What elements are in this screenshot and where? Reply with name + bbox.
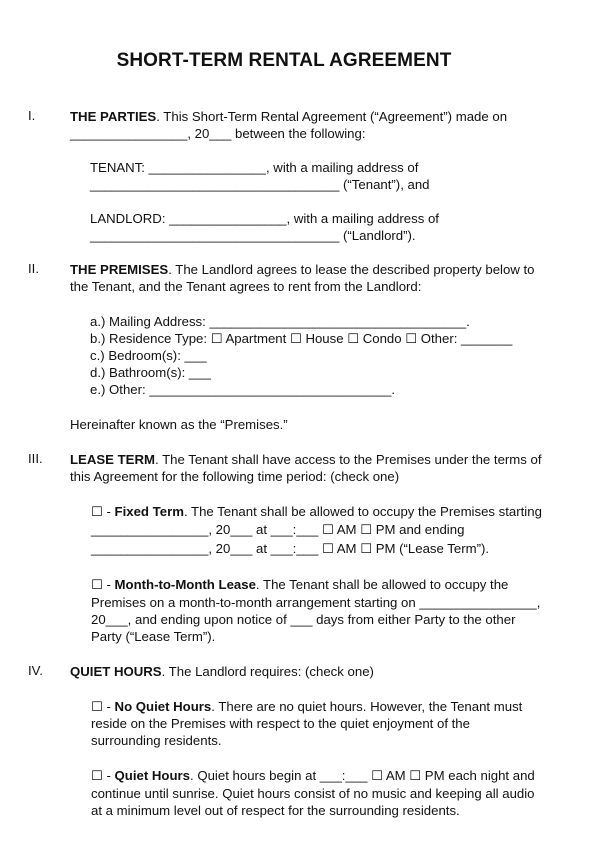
- no-quiet-hours-line-1: [91, 698, 522, 715]
- section-3-heading: LEASE TERM: [70, 452, 155, 467]
- no-quiet-hours-text-1: . There are no quiet hours. However, the Tenant must: [211, 699, 523, 714]
- section-3-line-1: [70, 451, 542, 468]
- hereinafter-text: Hereinafter known as the “Premises.”: [70, 417, 288, 432]
- section-4-heading: QUIET HOURS: [70, 664, 162, 679]
- premises-item-d: d.) Bathroom(s): ___: [90, 365, 211, 380]
- section-2-line-1: [70, 261, 535, 278]
- tenant-line-2: __________________________________ (“Tenant”), and: [90, 177, 430, 192]
- no-quiet-hours-line-2: reside on the Premises with respect to the quiet enjoyment of the: [91, 716, 470, 731]
- quiet-hours-line-1: [91, 767, 535, 784]
- quiet-hours-line-2: continue until sunrise. Quiet hours consist of no music and keeping all audio: [91, 786, 535, 801]
- section-1-line-2: ________________, 20___ between the following:: [70, 126, 366, 141]
- month-to-month-line-4: Party (“Lease Term”).: [91, 629, 216, 644]
- landlord-line-2: __________________________________ (“Landlord”).: [90, 228, 416, 243]
- month-to-month-line-1: [91, 576, 508, 593]
- premises-item-b: b.) Residence Type: ☐ Apartment ☐ House ☐ Condo ☐ Other: _______: [90, 331, 513, 346]
- quiet-hours-label: Quiet Hours: [114, 768, 191, 783]
- fixed-term-text-1: . The Tenant shall be allowed to occupy the Premises starting: [183, 504, 542, 519]
- no-quiet-hours-label: No Quiet Hours: [114, 699, 212, 714]
- section-number-1: I.: [28, 108, 36, 123]
- quiet-hours-text-1: . Quiet hours begin at ___:___ ☐ AM ☐ PM each night and: [190, 768, 535, 783]
- landlord-line-1: LANDLORD: ________________, with a mailing address of: [90, 211, 439, 226]
- month-to-month-line-2: Premises on a month-to-month arrangement starting on ________________,: [91, 595, 541, 610]
- premises-item-c: c.) Bedroom(s): ___: [90, 348, 207, 363]
- section-number-2: II.: [28, 261, 39, 276]
- fixed-term-line-2: ________________, 20___ at ___:___ ☐ AM ☐ PM and ending: [91, 522, 465, 537]
- section-4-text-1: . The Landlord requires: (check one): [161, 664, 374, 679]
- document-title: SHORT-TERM RENTAL AGREEMENT: [116, 50, 452, 71]
- premises-item-e: e.) Other: _________________________________.: [90, 382, 396, 397]
- month-to-month-label: Month-to-Month Lease: [114, 577, 256, 592]
- no-quiet-hours-line-3: surrounding residents.: [91, 733, 222, 748]
- section-number-4: IV.: [28, 663, 43, 678]
- quiet-hours-line-3: at a minimum level out of respect for the surrounding residents.: [91, 803, 460, 818]
- section-1-text-1: . This Short-Term Rental Agreement (“Agreement”) made on: [156, 109, 508, 124]
- fixed-term-line-3: ________________, 20___ at ___:___ ☐ AM ☐ PM (“Lease Term”).: [91, 541, 490, 556]
- section-4-line-1: [70, 663, 374, 680]
- section-2-text-1: . The Landlord agrees to lease the described property below to: [168, 262, 535, 277]
- section-2-line-2: the Tenant, and the Tenant agrees to rent from the Landlord:: [70, 279, 422, 294]
- section-1-heading: THE PARTIES: [70, 109, 157, 124]
- premises-item-a: a.) Mailing Address: ___________________________________.: [90, 314, 470, 329]
- fixed-term-line-1: [91, 503, 542, 520]
- quiet-hours-checkbox[interactable]: ☐ -: [91, 768, 115, 783]
- fixed-term-checkbox[interactable]: ☐ -: [91, 504, 115, 519]
- section-3-text-1: . The Tenant shall have access to the Premises under the terms of: [155, 452, 542, 467]
- month-to-month-checkbox[interactable]: ☐ -: [91, 577, 115, 592]
- fixed-term-label: Fixed Term: [114, 504, 184, 519]
- section-3-line-2: this Agreement for the following time period: (check one): [70, 469, 400, 484]
- section-2-heading: THE PREMISES: [70, 262, 169, 277]
- section-number-3: III.: [28, 451, 43, 466]
- no-quiet-hours-checkbox[interactable]: ☐ -: [91, 699, 115, 714]
- month-to-month-line-3: 20___, and ending upon notice of ___ days from either Party to the other: [91, 612, 516, 627]
- tenant-line-1: TENANT: ________________, with a mailing address of: [90, 160, 419, 175]
- section-1-line-1: [70, 108, 507, 125]
- month-to-month-text-1: . The Tenant shall be allowed to occupy the: [255, 577, 509, 592]
